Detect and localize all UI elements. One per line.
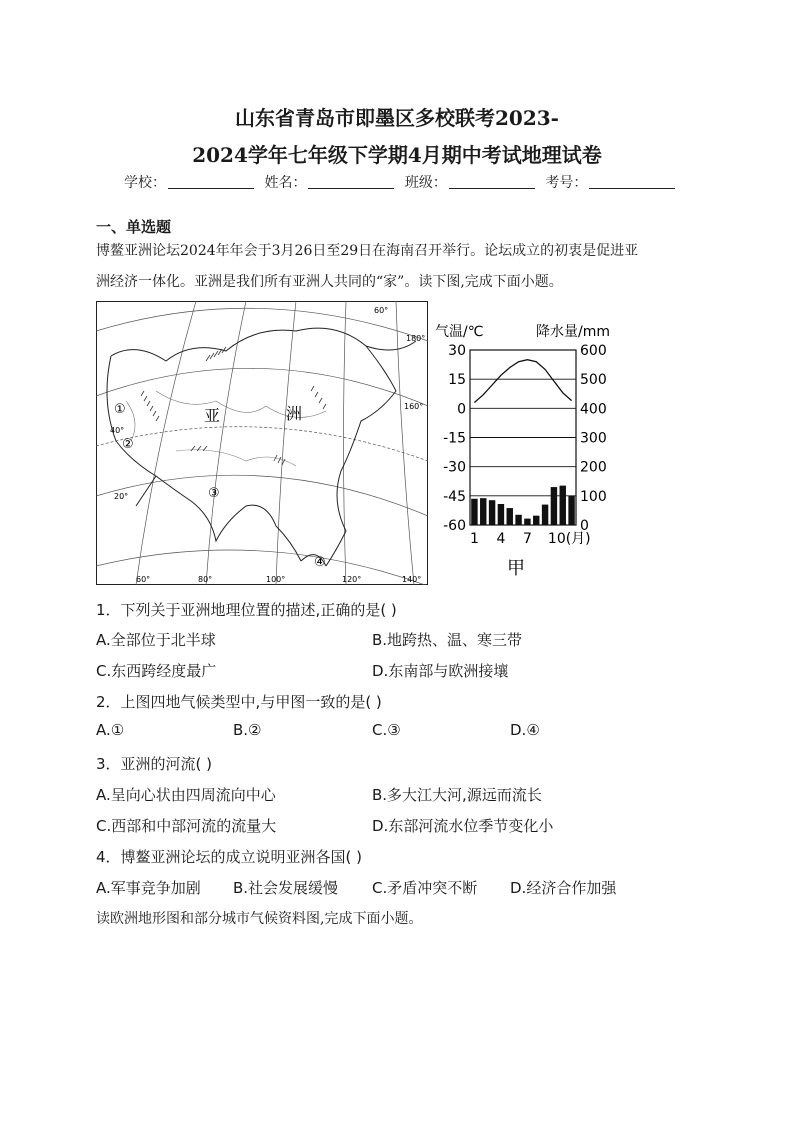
question-2-option-D[interactable]: D.④: [510, 721, 540, 739]
chart-right-ticks: [580, 343, 607, 534]
number-blank[interactable]: [589, 174, 675, 189]
lon-label-100: 100°: [266, 575, 286, 584]
left-tick-label: -15: [443, 430, 466, 447]
exam-title-line2: 2024学年七年级下学期4月期中考试地理试卷: [192, 143, 602, 167]
precip-bar-4: [498, 504, 504, 525]
chart-title: 甲: [507, 558, 525, 579]
exam-title-line1: 山东省青岛市即墨区多校联考2023-: [235, 106, 559, 130]
question-1-option-B[interactable]: B.地跨热、温、寒三带: [372, 631, 523, 649]
precip-bar-9: [542, 505, 548, 525]
right-tick-label: 500: [580, 372, 607, 389]
asia-map: [96, 301, 428, 585]
question-1-option-C[interactable]: C.东西跨经度最广: [96, 662, 217, 680]
question-3-option-D[interactable]: D.东部河流水位季节变化小: [372, 817, 554, 835]
question-1-stem: 1．下列关于亚洲地理位置的描述,正确的是( ): [96, 601, 397, 619]
question-4-option-D[interactable]: D.经济合作加强: [510, 879, 617, 897]
marker-4: ④: [314, 555, 326, 570]
lat-label-20: 20°: [114, 492, 129, 501]
chart-left-ticks: [443, 343, 466, 534]
map-label-ya: 亚: [204, 406, 221, 425]
left-tick-label: -30: [443, 459, 466, 476]
lat-label-60: 60°: [374, 306, 389, 315]
left-tick-label: 0: [457, 401, 466, 418]
lat-label-40: 40°: [110, 426, 125, 435]
precip-bar-2: [480, 498, 486, 525]
name-label: 姓名：: [264, 175, 307, 191]
map-label-zhou: 洲: [286, 404, 303, 423]
x-tick-label: 4: [496, 531, 506, 547]
intro-paragraph-line2: 洲经济一体化。亚洲是我们所有亚洲人共同的“家”。读下图,完成下面小题。: [96, 274, 563, 290]
question-4-option-C[interactable]: C.矛盾冲突不断: [372, 879, 478, 897]
right-tick-label: 600: [580, 343, 607, 359]
question-3-option-B[interactable]: B.多大江大河,源远而流长: [372, 786, 542, 804]
right-tick-label: 100: [580, 488, 607, 505]
lon-label-120: 120°: [342, 575, 362, 584]
right-tick-label: 300: [580, 430, 607, 447]
student-info-row: [124, 172, 681, 192]
marker-1: ①: [114, 402, 126, 417]
precip-bar-12: [568, 496, 574, 525]
precip-bar-1: [471, 499, 477, 525]
question-3-option-A[interactable]: A.呈向心状由四周流向中心: [96, 786, 276, 804]
chart-ylabel-left: 气温/℃: [435, 324, 484, 340]
precip-bar-6: [515, 515, 521, 525]
precip-bar-10: [551, 487, 557, 525]
question-4-option-B[interactable]: B.社会发展缓慢: [233, 879, 339, 897]
lon-label-60: 60°: [136, 575, 151, 584]
right-tick-label: 200: [580, 459, 607, 476]
question-2-option-C[interactable]: C.③: [372, 721, 401, 739]
right-tick-label: 400: [580, 401, 607, 418]
left-tick-label: 15: [448, 372, 466, 389]
question-3-option-C[interactable]: C.西部和中部河流的流量大: [96, 817, 277, 835]
precip-bar-8: [533, 516, 539, 525]
lon-label-140: 140°: [402, 575, 422, 584]
question-4-option-A[interactable]: A.军事竞争加剧: [96, 879, 201, 897]
closing-instruction: 读欧洲地形图和部分城市气候资料图,完成下面小题。: [96, 911, 423, 927]
marker-2: ②: [122, 437, 134, 452]
lon-label-80: 80°: [198, 575, 213, 584]
class-blank[interactable]: [449, 174, 535, 189]
left-tick-label: 30: [448, 343, 466, 359]
question-2-option-B[interactable]: B.②: [233, 721, 262, 739]
precip-bar-5: [507, 508, 513, 525]
x-tick-label: 7: [522, 531, 532, 547]
left-tick-label: -45: [443, 488, 466, 505]
number-label: 考号：: [545, 175, 588, 191]
name-blank[interactable]: [308, 174, 394, 189]
precip-bar-11: [560, 486, 566, 525]
right-label-180: 180°: [406, 334, 426, 343]
intro-paragraph-line1: 博鳌亚洲论坛2024年年会于3月26日至29日在海南召开举行。论坛成立的初衷是促进亚: [96, 243, 639, 259]
x-tick-label: 1: [469, 531, 479, 547]
section-heading: 一、单选题: [96, 218, 172, 236]
class-label: 班级：: [404, 175, 447, 191]
question-4-stem: 4．博鳌亚洲论坛的成立说明亚洲各国( ): [96, 848, 363, 866]
right-label-160: 160°: [404, 402, 424, 411]
school-blank[interactable]: [168, 174, 254, 189]
question-1-option-A[interactable]: A.全部位于北半球: [96, 631, 216, 649]
question-1-option-D[interactable]: D.东南部与欧洲接壤: [372, 662, 509, 680]
precip-bar-3: [489, 500, 495, 525]
chart-x-ticks: [470, 531, 591, 547]
climate-chart: [432, 318, 632, 580]
x-tick-label: 10(月): [547, 531, 591, 547]
precipitation-bars: [471, 486, 575, 525]
marker-3: ③: [208, 486, 220, 501]
question-2-option-A[interactable]: A.①: [96, 721, 125, 739]
precip-bar-7: [524, 519, 530, 525]
question-2-stem: 2．上图四地气候类型中,与甲图一致的是( ): [96, 693, 382, 711]
right-tick-label: 0: [580, 518, 589, 534]
question-3-stem: 3．亚洲的河流( ): [96, 755, 213, 773]
temperature-line: [474, 360, 571, 403]
school-label: 学校：: [124, 175, 166, 191]
chart-ylabel-right: 降水量/mm: [536, 324, 610, 340]
left-tick-label: -60: [443, 518, 466, 534]
